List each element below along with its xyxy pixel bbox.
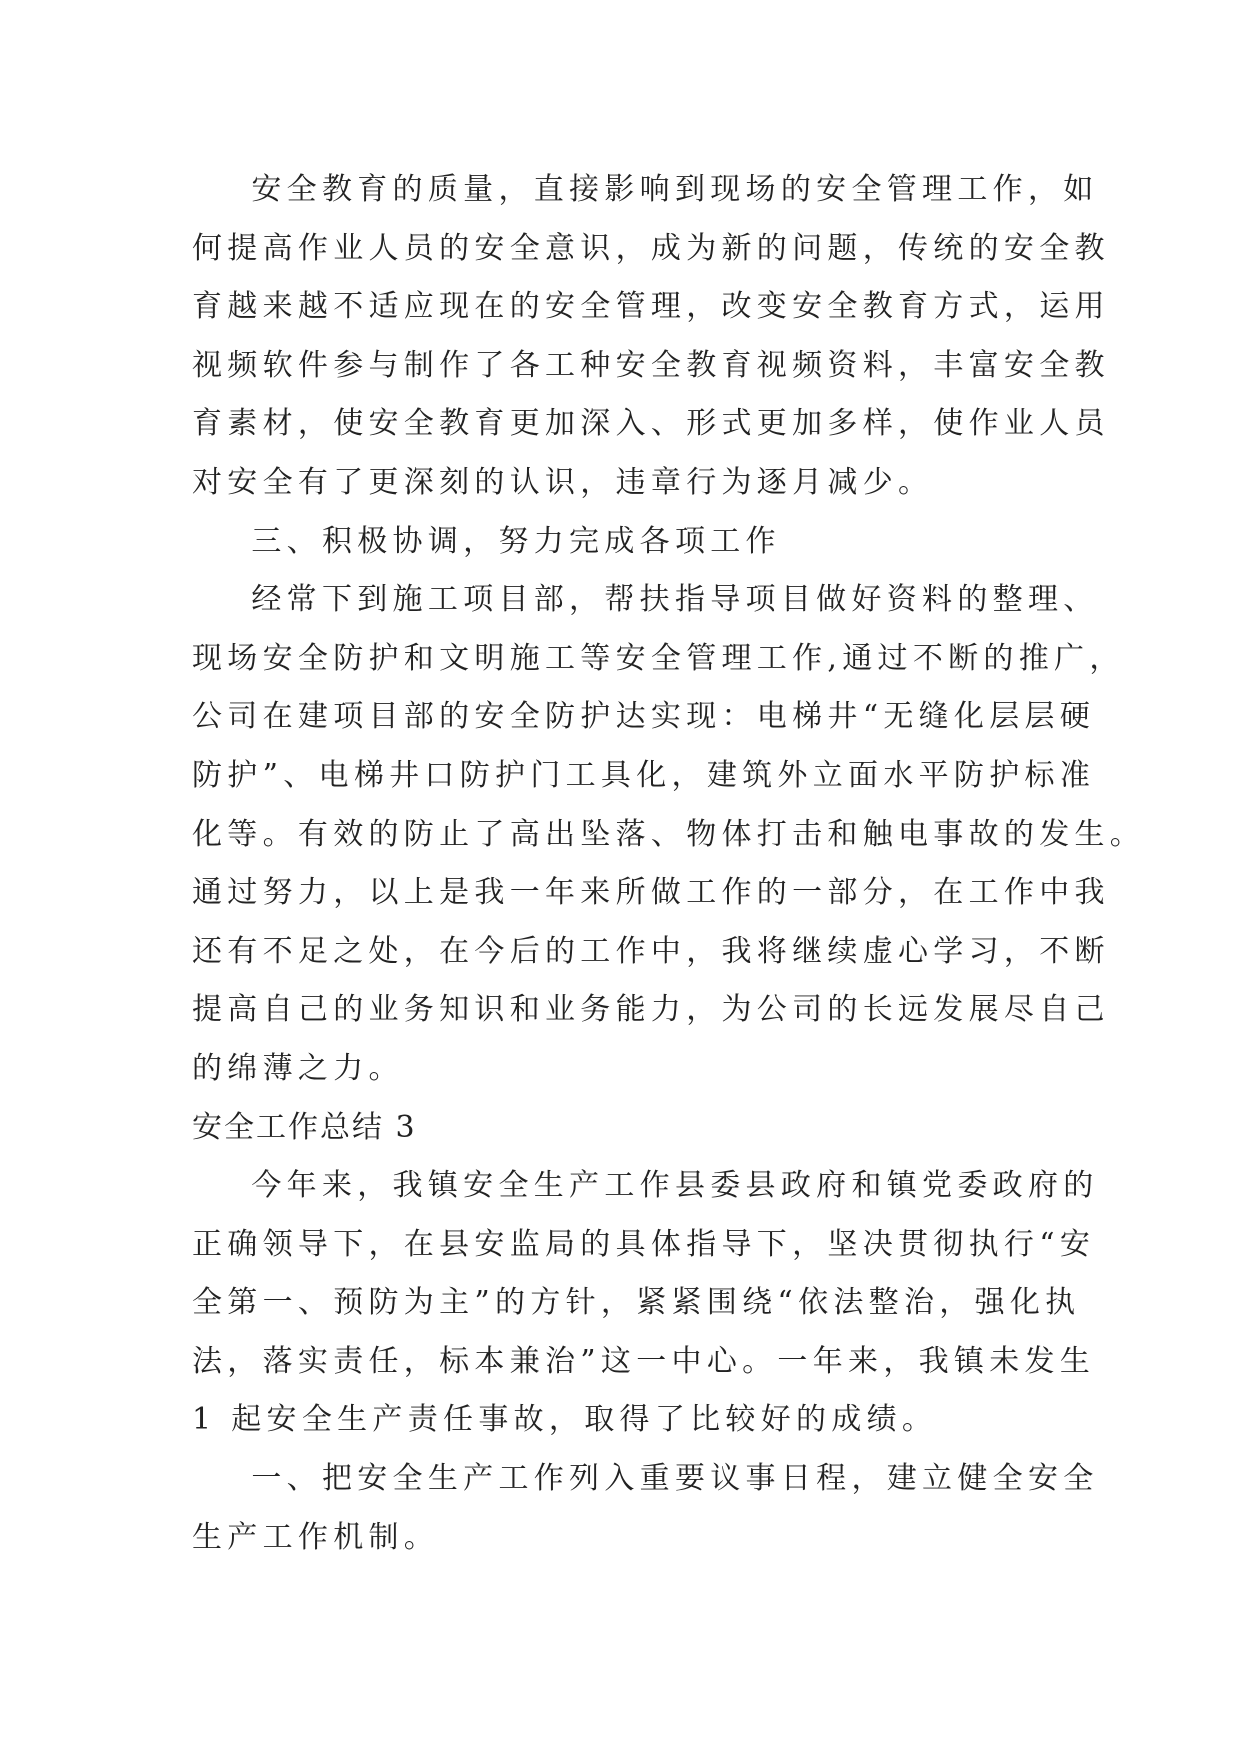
paragraph-line: 还有不足之处，在今后的工作中，我将继续虚心学习，不断 [192, 933, 1110, 969]
paragraph-line: 何提高作业人员的安全意识，成为新的问题，传统的安全教 [192, 230, 1110, 266]
paragraph-line: 现场安全防护和文明施工等安全管理工作,通过不断的推广， [192, 640, 1125, 676]
paragraph-line: 正确领导下，在县安监局的具体指导下，坚决贯彻执行“安 [192, 1226, 1096, 1262]
paragraph-line: 今年来，我镇安全生产工作县委县政府和镇党委政府的 [192, 1168, 1099, 1204]
paragraph-line: 视频软件参与制作了各工种安全教育视频资料，丰富安全教 [192, 347, 1110, 383]
document-body [192, 161, 1146, 1567]
paragraph-line: 法，落实责任，标本兼治”这一中心。一年来，我镇未发生 [192, 1343, 1096, 1379]
paragraph-line: 防护”、电梯井口防护门工具化，建筑外立面水平防护标准 [192, 757, 1096, 793]
document-heading: 安全工作总结 3 [192, 1109, 417, 1145]
paragraph-line: 生产工作机制。 [192, 1519, 440, 1555]
paragraph-line: 育素材，使安全教育更加深入、形式更加多样，使作业人员 [192, 406, 1110, 442]
paragraph-line: 安全教育的质量，直接影响到现场的安全管理工作，如 [192, 172, 1099, 207]
paragraph-line: 育越来越不适应现在的安全管理，改变安全教育方式，运用 [192, 289, 1110, 325]
paragraph-line: 提高自己的业务知识和业务能力，为公司的长远发展尽自己 [192, 992, 1110, 1028]
paragraph-line: 全第一、预防为主”的方针，紧紧围绕“依法整治，强化执 [192, 1285, 1081, 1321]
paragraph-line: 经常下到施工项目部，帮扶指导项目做好资料的整理、 [192, 582, 1099, 618]
paragraph-line: 对安全有了更深刻的认识，违章行为逐月减少。 [192, 464, 934, 500]
paragraph-line: 化等。有效的防止了高出坠落、物体打击和触电事故的发生。 [192, 816, 1146, 852]
paragraph-line: 通过努力，以上是我一年来所做工作的一部分，在工作中我 [192, 875, 1110, 911]
paragraph-line: 的绵薄之力。 [192, 1050, 404, 1086]
section-heading: 一、把安全生产工作列入重要议事日程，建立健全安全 [192, 1461, 1099, 1497]
paragraph-line: 1 起安全生产责任事故，取得了比较好的成绩。 [192, 1402, 938, 1438]
paragraph-line: 公司在建项目部的安全防护达实现：电梯井“无缝化层层硬 [192, 699, 1096, 735]
section-heading: 三、积极协调，努力完成各项工作 [192, 523, 781, 559]
